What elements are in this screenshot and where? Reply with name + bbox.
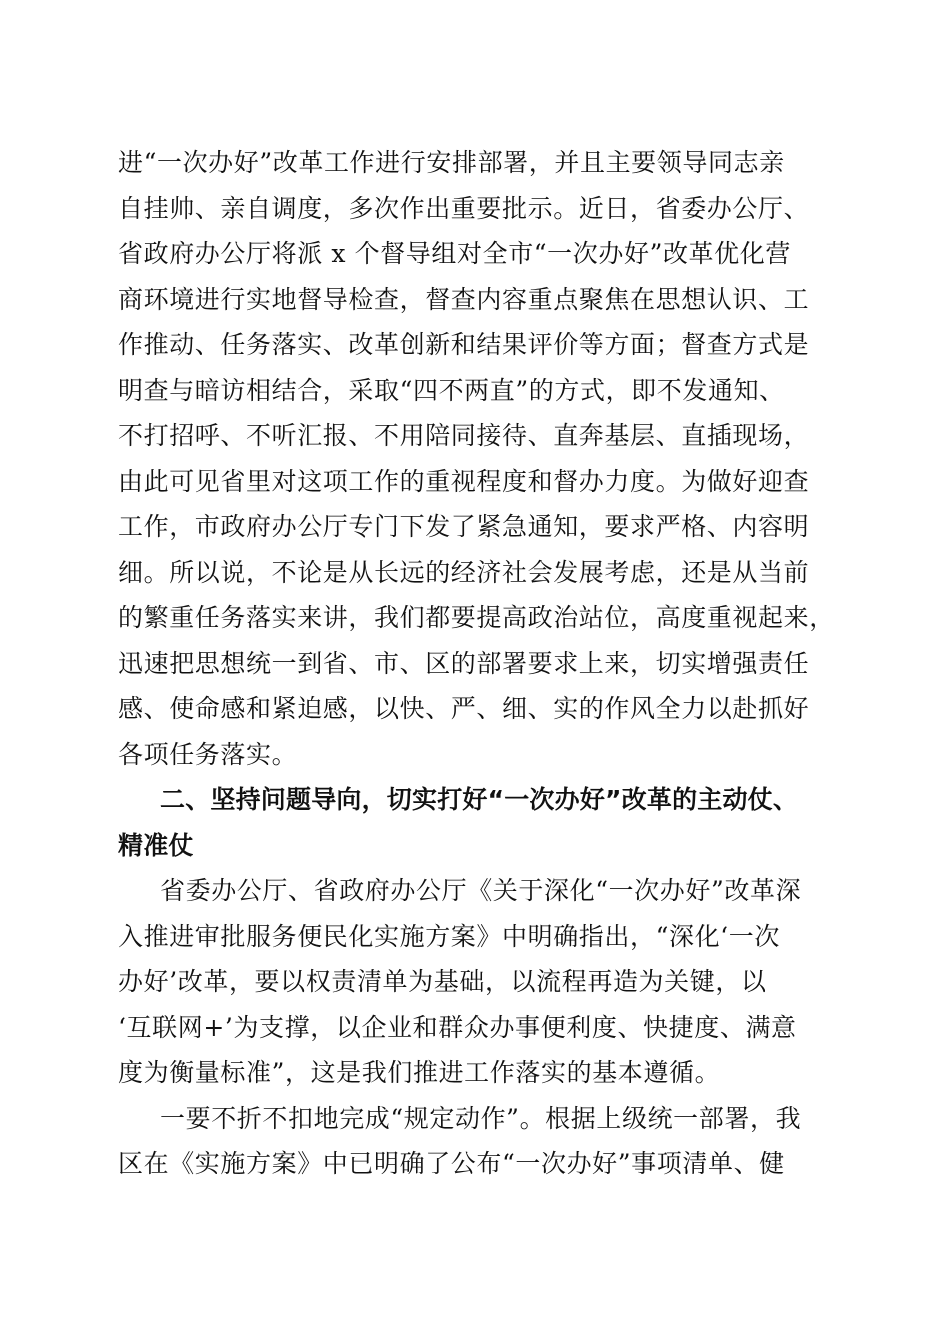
text-line: 各项任务落实。 bbox=[118, 740, 298, 769]
text-line: 商环境进行实地督导检查，督查内容重点聚焦在思想认识、工 bbox=[118, 285, 810, 314]
text-line: 不打招呼、不听汇报、不用陪同接待、直奔基层、直插现场， bbox=[118, 421, 810, 450]
text-line: 省政府办公厅将派 x 个督导组对全市“一次办好”改革优化营 bbox=[118, 239, 791, 268]
text-line: 工作，市政府办公厅专门下发了紧急通知，要求严格、内容明 bbox=[118, 512, 810, 541]
heading-line: 二、坚持问题导向，切实打好“一次办好”改革的主动仗、 bbox=[160, 785, 799, 814]
text-line: 一要不折不扣地完成“规定动作”。根据上级统一部署，我 bbox=[160, 1104, 802, 1133]
text-line: 的繁重任务落实来讲，我们都要提高政治站位，高度重视起来， bbox=[118, 603, 835, 632]
text-line: 作推动、任务落实、改革创新和结果评价等方面；督查方式是 bbox=[118, 330, 810, 359]
text-line: 自挂帅、亲自调度，多次作出重要批示。近日，省委办公厅、 bbox=[118, 194, 810, 223]
text-line: 由此可见省里对这项工作的重视程度和督办力度。为做好迎查 bbox=[118, 467, 810, 496]
heading-line: 精准仗 bbox=[118, 831, 194, 860]
text-line: 办好’改革，要以权责清单为基础，以流程再造为关键，以 bbox=[118, 967, 767, 996]
text-line: 省委办公厅、省政府办公厅《关于深化“一次办好”改革深 bbox=[160, 876, 802, 905]
text-line: 感、使命感和紧迫感，以快、严、细、实的作风全力以赴抓好 bbox=[118, 694, 810, 723]
text-line: 进“一次办好”改革工作进行安排部署，并且主要领导同志亲 bbox=[118, 148, 785, 177]
text-line: 细。所以说，不论是从长远的经济社会发展考虑，还是从当前 bbox=[118, 558, 810, 587]
text-line: ‘互联网+’为支撑，以企业和群众办事便利度、快捷度、满意 bbox=[118, 1013, 797, 1042]
text-line: 入推进审批服务便民化实施方案》中明确指出，“深化‘一次 bbox=[118, 922, 780, 951]
text-line: 区在《实施方案》中已明确了公布“一次办好”事项清单、健 bbox=[118, 1149, 785, 1178]
text-line: 度为衡量标准”，这是我们推进工作落实的基本遵循。 bbox=[118, 1058, 721, 1087]
text-line: 迅速把思想统一到省、市、区的部署要求上来，切实增强责任 bbox=[118, 649, 810, 678]
text-line: 明查与暗访相结合，采取“四不两直”的方式，即不发通知、 bbox=[118, 376, 785, 405]
